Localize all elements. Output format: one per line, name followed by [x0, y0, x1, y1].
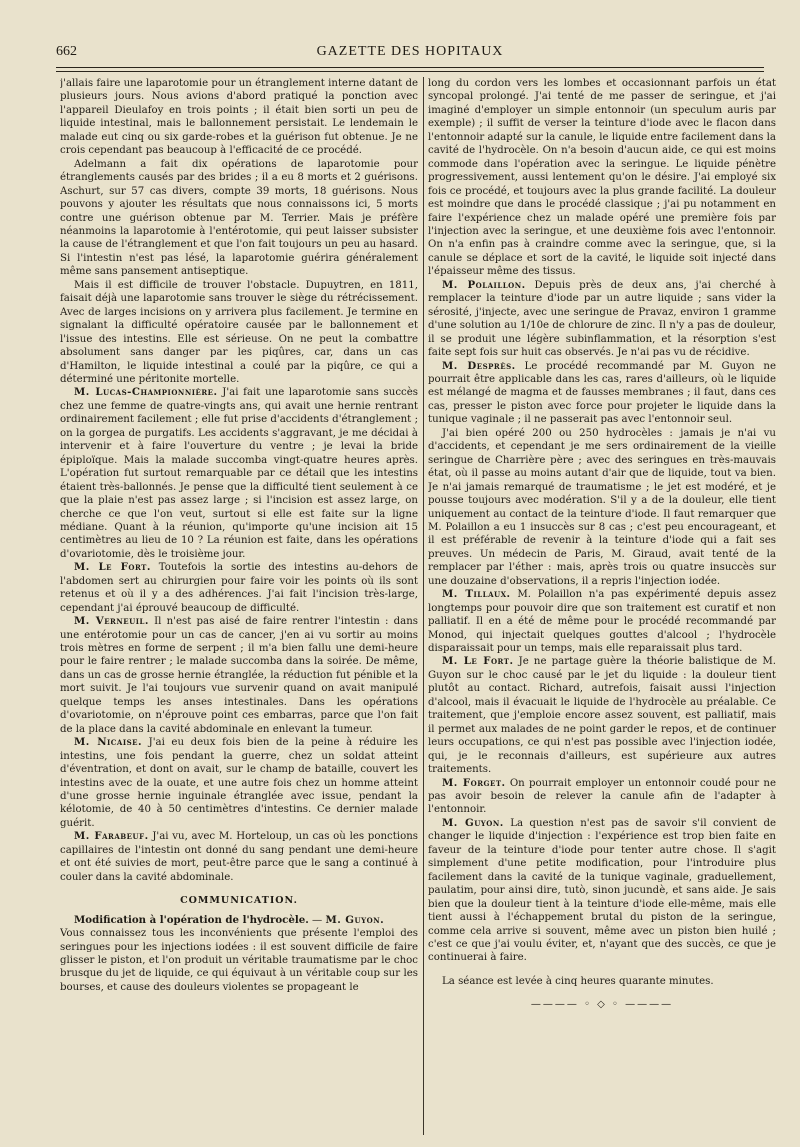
- speech-text: Depuis près de deux ans, j'ai cherché à remplacer la teinture d'iode par un autre liquide ; sans vider la sérosité, j'injecte, avec une seringue de Pravaz, environ 1 gramme d'une solution au 1/10e de chlorure de zinc. Il n'y a pas de douleur, il se produit une légère subinflammation, et la résorption s'est faite sept fois sur huit cas observés. Je n'ai pas vu de récidive.: [428, 279, 776, 359]
- speaker-name: M. Forget.: [442, 776, 506, 789]
- title-separator: —: [308, 914, 326, 926]
- speaker-name: M. Nicaise.: [74, 736, 143, 749]
- paragraph: Vous connaissez tous les inconvénients que présente l'emploi des seringues pour les injections iodées : il est souvent difficile de faire glisser le piston, et l'on produit un véritable traumatisme par le choc brusque du jet de liquide, ce qui équivaut à un véritable coup sur les bourses, et cause des douleurs violentes se propageant le: [60, 928, 418, 993]
- speech-text: Le procédé recommandé par M. Guyon ne pourrait être applicable dans les cas, rares d'ailleurs, où le liquide est mélangé de magma et de fausses membranes ; il faut, dans ces cas, presser le piston avec force pour projeter le liquide dans la tunique vaginale ; il ne passerait pas avec l'entonnoir seul.: [428, 360, 776, 426]
- communication-title-paragraph: [60, 914, 418, 927]
- page-header: [56, 42, 764, 64]
- speaker-name: M. Guyon.: [325, 913, 385, 926]
- end-ornament: ———— ◦ ◇ ◦ ————: [530, 999, 674, 1011]
- column-divider: [423, 77, 424, 1135]
- paragraph: long du cordon vers les lombes et occasionnant parfois un état syncopal prolongé. J'ai tenté de me passer de seringue, et j'ai imaginé d'employer un simple entonnoir (un speculum auris par exemple) ; il suffit de verser la teinture d'iode avec le flacon dans l'entonnoir adapté sur la canule, le liquide entre facilement dans la cavité de l'hydrocèle. On n'a besoin d'aucun aide, ce qui est moins commode dans l'opération avec la seringue. Le liquide pénètre progressivement, aussi lentement qu'on le désire. J'ai employé six fois ce procédé, et toujours avec la plus grande facilité. La douleur est moindre que dans le procédé classique ; j'ai pu notamment en faire l'expérience chez un malade opéré une première fois par l'injection avec la seringue, et une deuxième fois avec l'entonnoir. On n'a enfin pas à craindre comme avec la seringue, que, si la canule se déplace et sort de la cavité, le liquide soit injecté dans l'épaisseur même des tissus.: [428, 78, 776, 278]
- speaker-name: M. Le Fort.: [74, 561, 151, 574]
- communication-title: Modification à l'opération de l'hydrocèle.: [74, 913, 309, 926]
- speaker-name: M. Desprès.: [442, 359, 516, 372]
- paragraph: [428, 817, 776, 965]
- header-rule: [56, 67, 764, 68]
- paragraph: [60, 615, 418, 736]
- paragraph: [428, 655, 776, 776]
- section-heading: COMMUNICATION.: [180, 895, 298, 907]
- speaker-name: M. Farabeuf.: [74, 830, 149, 843]
- paragraph: [428, 777, 776, 817]
- paragraph: Adelmann a fait dix opérations de laparotomie pour étranglements causés par des brides ; il a eu 8 morts et 2 guérisons. Aschurt, sur 57 cas divers, compte 39 morts, 18 guérisons. Nous pouvons y ajouter les résultats que nous connaissons ici, 5 morts contre une guérison obtenue par M. Terrier. Mais je préfère néanmoins la laparotomie à l'entérotomie, qui peut laisser subsister la cause de l'étranglement et que l'on fait toujours un peu au hasard. Si l'intestin n'est pas lésé, la laparotomie guérira généralement même sans pansement antiseptique.: [60, 158, 418, 278]
- left-column: [60, 77, 418, 1137]
- paragraph: Mais il est difficile de trouver l'obstacle. Dupuytren, en 1811, faisait déjà une laparotomie sans trouver le siège du rétrécissement. Avec de larges incisions on y arrivera plus facilement. Je termine en signalant la difficulté opératoire causée par le ballonnement et l'issue des intestins. Elle est sérieuse. On ne peut la combattre absolument sans danger par les piqûres, car, dans un cas d'Hamilton, le liquide intestinal a coulé par la piqûre, ce qui a déterminé une péritonite mortelle.: [60, 279, 418, 385]
- closing-line: La séance est levée à cinq heures quarante minutes.: [442, 975, 714, 987]
- paragraph: [60, 830, 418, 884]
- speaker-name: M. Verneuil.: [74, 615, 149, 628]
- speech-text: M. Polaillon n'a pas expérimenté depuis assez longtemps pour pouvoir dire que son traitement est curatif et non palliatif. Il en a été de même pour le procédé recommandé par Monod, qui injectait quelques gouttes d'alcool ; l'hydrocèle disparaissait pour un temps, mais elle reparaissait plus tard.: [428, 589, 776, 655]
- speech-text: La question n'est pas de savoir s'il convient de changer le liquide d'injection : l'expérience est trop bien faite en faveur de la teinture d'iode pour tenter autre chose. Il s'agit simplement d'une petite modification, pour l'introduire plus facilement dans la cavité de la tunique vaginale, graduellement, paulatim, pour ainsi dire, tutò, sinon jucundè, et sans aide. Je sais bien que la douleur tient à la teinture d'iode elle-même, mais elle tient aussi à l'échappement brutal du piston de la seringue, comme cela arrive si souvent, même avec un piston bien huilé ; c'est ce que j'ai voulu éviter, et, n'ayant que des succès, ce que je continuerai à faire.: [428, 817, 776, 964]
- paragraph: [60, 561, 418, 615]
- right-column: [428, 77, 776, 1137]
- speaker-name: M. Le Fort.: [442, 655, 514, 668]
- paragraph: [60, 736, 418, 830]
- speech-text: J'ai eu deux fois bien de la peine à réduire les intestins, une fois pendant la guerre, chez un soldat atteint d'éventration, et dont on avait, sur le champ de bataille, couvert les intestins avec de la ouate, et une autre fois chez un homme atteint d'une grosse hernie inguinale étranglée avec issue, pendant la kélotomie, de 40 à 50 centimètres d'intestins. Ce dernier malade guérit.: [60, 737, 418, 829]
- journal-title: GAZETTE DES HOPITAUX: [316, 44, 504, 59]
- speaker-name: M. Guyon.: [442, 816, 504, 829]
- paragraph: [428, 279, 776, 360]
- speech-text: Il n'est pas aisé de faire rentrer l'intestin : dans une entérotomie pour un cas de cancer, j'en ai vu sortir au moins trois mètres en forme de serpent ; il m'a bien fallu une demi-heure pour le faire rentrer ; le malade succomba dans la soirée. De même, dans un cas de grosse hernie étranglée, la réduction fut pénible et la mort suivit. Je l'ai toujours vue survenir quand on avait manipulé quelque temps les anses intestinales. Dans les opérations d'ovariotomie, on n'éprouve point ces embarras, parce que l'on fait de la place dans la cavité abdominale en enlevant la tumeur.: [60, 616, 418, 735]
- header-rule-double: [56, 71, 764, 72]
- speaker-name: M. Tillaux.: [442, 588, 511, 601]
- paragraph: [60, 386, 418, 561]
- paragraph: J'ai bien opéré 200 ou 250 hydrocèles : jamais je n'ai vu d'accidents, et cependant je me sers ordinairement de la vieille seringue de Charrière père ; avec des seringues en très-mauvais état, où il passe au moins autant d'air que de liquide, tout va bien. Je n'ai jamais remarqué de traumatisme ; le jet est modéré, et je pousse toujours avec modération. S'il y a de la douleur, elle tient uniquement au contact de la teinture d'iode. Il faut remarquer que M. Polaillon a eu 1 insuccès sur 8 cas ; c'est peu encourageant, et il est préférable de revenir à la teinture d'iode qui a fait ses preuves. Un médecin de Paris, M. Giraud, avait tenté de la remplacer par l'éther : mais, après trois ou quatre insuccès sur une douzaine d'observations, il a repris l'injection iodée.: [428, 427, 776, 587]
- speech-text: J'ai fait une laparotomie sans succès chez une femme de quatre-vingts ans, qui avait une hernie rentrant ordinairement facilement ; elle fut prise d'accidents d'étranglement ; on la gorgea de purgatifs. Les accidents s'aggravant, je me décidai à intervenir et à faire l'ouverture du ventre ; je levai la bride épiploïque. Mais la malade succomba vingt-quatre heures après. L'opération fut surtout remarquable par ce détail que les intestins étaient très-ballonnés. Je pense que la difficulté tient seulement à ce que la plaie n'est pas assez large ; si l'incision est assez large, on cherche ce que l'on veut, surtout si elle est faite sur la ligne médiane. Quant à la réunion, qu'importe qu'une incision ait 15 centimètres au lieu de 10 ? La réunion est faite, dans les opérations d'ovariotomie, dès le troisième jour.: [60, 387, 418, 560]
- speech-text: J'ai vu, avec M. Horteloup, un cas où les ponctions capillaires de l'intestin ont donné du sang pendant une demi-heure et ont été suivies de mort, peut-être parce que le sang a continué à couler dans la cavité abdominale.: [60, 831, 418, 883]
- paragraph: [428, 588, 776, 655]
- speech-text: Je ne partage guère la théorie balistique de M. Guyon sur le choc causé par le jet du liquide : la douleur tient plutôt au contact. Richard, autrefois, faisait aussi l'injection d'alcool, mais il évacuait le liquide de l'hydrocèle au préalable. Ce traitement, que j'emploie encore assez souvent, est palliatif, mais il permet aux malades de ne point garder le repos, et de continuer leurs occupations, ce qui n'est pas possible avec l'injection iodée, qui, je le reconnais d'ailleurs, est supérieure aux autres traitements.: [428, 656, 776, 776]
- speech-text: Toutefois la sortie des intestins au-dehors de l'abdomen sert au chirurgien pour faire voir les points où ils sont retenus et où il y a des adhérences. J'ai fait l'incision très-large, cependant j'ai éprouvé beaucoup de difficulté.: [60, 562, 418, 614]
- speaker-name: M. Lucas-Championnière.: [74, 386, 218, 399]
- paragraph: [428, 360, 776, 427]
- speech-text: On pourrait employer un entonnoir coudé pour ne pas avoir besoin de relever la canule afin de l'adapter à l'entonnoir.: [428, 777, 776, 816]
- speaker-name: M. Polaillon.: [442, 278, 526, 291]
- paragraph: j'allais faire une laparotomie pour un étranglement interne datant de plusieurs jours. Nous avions d'abord pratiqué la ponction avec l'appareil Dieulafoy en trois points ; il était bien sorti un peu de liquide intestinal, mais le ballonnement persistait. Le lendemain le malade eut cinq ou six garde-robes et la guérison fut obtenue. Je ne crois cependant pas beaucoup à l'efficacité de ce procédé.: [60, 78, 418, 157]
- page-number: 662: [56, 44, 77, 59]
